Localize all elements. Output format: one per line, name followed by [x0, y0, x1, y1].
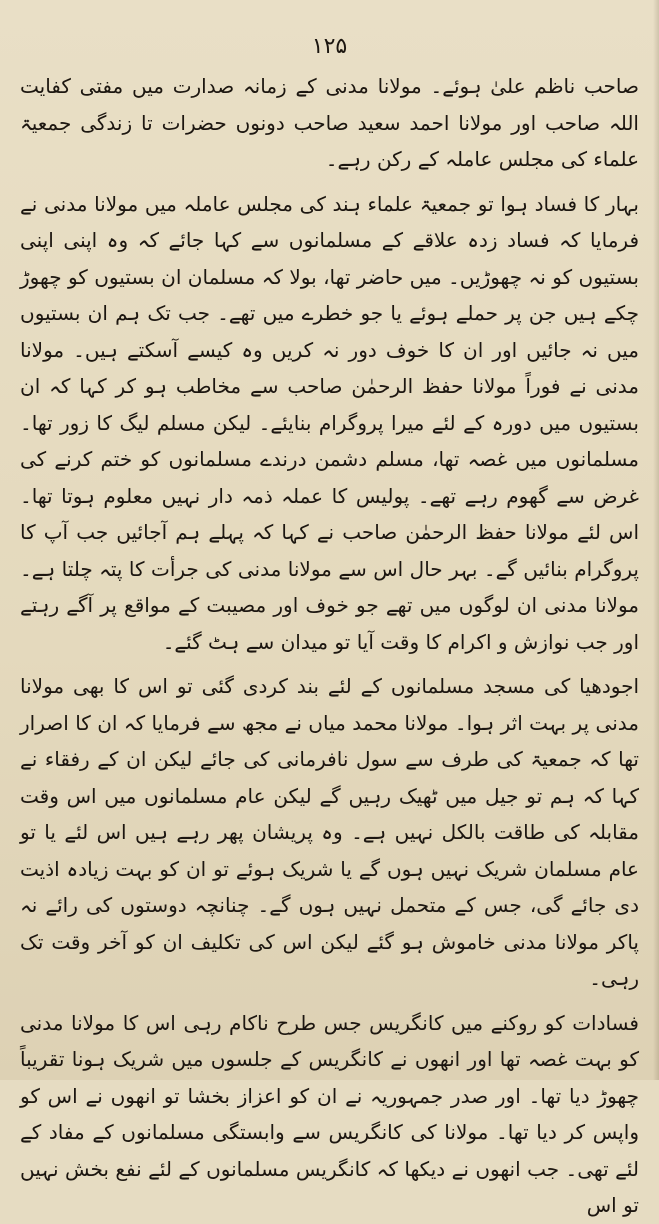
paragraph-2: بہار کا فساد ہوا تو جمعیۃ علماء ہند کی مجلس عاملہ میں مولانا مدنی نے فرمایا کہ فساد زدہ علاقے کے مسلمانوں سے کہا جائے کہ وہ اپنی اپنی بستیوں کو نہ چھوڑیں۔ میں حاضر تھا، بولا کہ مسلمان ان بستیوں کو چھوڑ چکے ہیں جن پر حملے ہوئے یا جو خطرے میں تھے۔ جب تک ہم ان بستیوں میں نہ جائیں اور ان کا خوف دور نہ کریں وہ کیسے آسکتے ہیں۔ مولانا مدنی نے فوراً مولانا حفظ الرحمٰن صاحب سے مخاطب ہو کر کہا کہ ان بستیوں میں دورہ کے لئے میرا پروگرام بنایئے۔ لیکن مسلم لیگ کا زور تھا۔ مسلمانوں میں غصہ تھا، مسلم دشمن درندے مسلمانوں کو ختم کرنے کی غرض سے گھوم رہے تھے۔ پولیس کا عملہ ذمہ دار نہیں معلوم ہوتا تھا۔ اس لئے مولانا حفظ الرحمٰن صاحب نے کہا کہ پہلے ہم آجائیں جب آپ کا پروگرام بنائیں گے۔ بہر حال اس سے مولانا مدنی کی جرأت کا پتہ چلتا ہے۔ مولانا مدنی ان لوگوں میں تھے جو خوف اور مصیبت کے مواقع پر آگے رہتے اور جب نوازش و اکرام کا وقت آیا تو میدان سے ہٹ گئے۔ — [20, 191, 640, 654]
paragraph-4: فسادات کو روکنے میں کانگریس جس طرح ناکام رہی اس کا مولانا مدنی کو بہت غصہ تھا اور انھوں نے کانگریس کے جلسوں میں شریک ہونا تقریباً چھوڑ دیا تھا۔ اور صدر جمہوریہ نے ان کو اعزاز بخشا تو انھوں نے اس کو واپس کر دیا تھا۔ مولانا کی کانگریس سے وابستگی مسلمانوں کے مفاد کے لئے تھی۔ جب انھوں نے دیکھا کہ کانگریس مسلمانوں کے لئے نفع بخش نہیں تو اس — [20, 1010, 639, 1217]
paragraph-1: صاحب ناظم علیٰ ہوئے۔ مولانا مدنی کے زمانہ صدارت میں مفتی کفایت اللہ صاحب اور مولانا احمد سعید صاحب دونوں حضرات تا زندگی جمعیۃ علماء کی مجلس عاملہ کے رکن رہے۔ — [20, 74, 639, 171]
page-number: ۱۲۵ — [311, 34, 348, 59]
page-edge-shadow — [653, 0, 659, 1080]
paragraph-3: اجودھیا کی مسجد مسلمانوں کے لئے بند کردی گئی تو اس کا بھی مولانا مدنی پر بہت اثر ہوا۔ مولانا محمد میاں نے مجھ سے فرمایا کہ ان کا اصرار تھا کہ جمعیۃ کی طرف سے سول نافرمانی کی جائے لیکن ان کے رفقاء نے کہا کہ ہم تو جیل میں ٹھیک رہیں گے لیکن عام مسلمانوں میں اس وقت مقابلہ کی طاقت بالکل نہیں ہے۔ وہ پریشان پھر رہے ہیں اس لئے یا تو عام مسلمان شریک نہیں ہوں گے یا شریک ہوئے تو ان کو بہت زیادہ اذیت دی جائے گی، جس کے متحمل نہیں ہوں گے۔ چنانچہ دوستوں کی رائے نہ پاکر مولانا مدنی خاموش ہو گئے لیکن اس کی تکلیف ان کو آخر وقت تک رہی۔ — [20, 674, 639, 990]
body-text — [20, 68, 639, 1224]
